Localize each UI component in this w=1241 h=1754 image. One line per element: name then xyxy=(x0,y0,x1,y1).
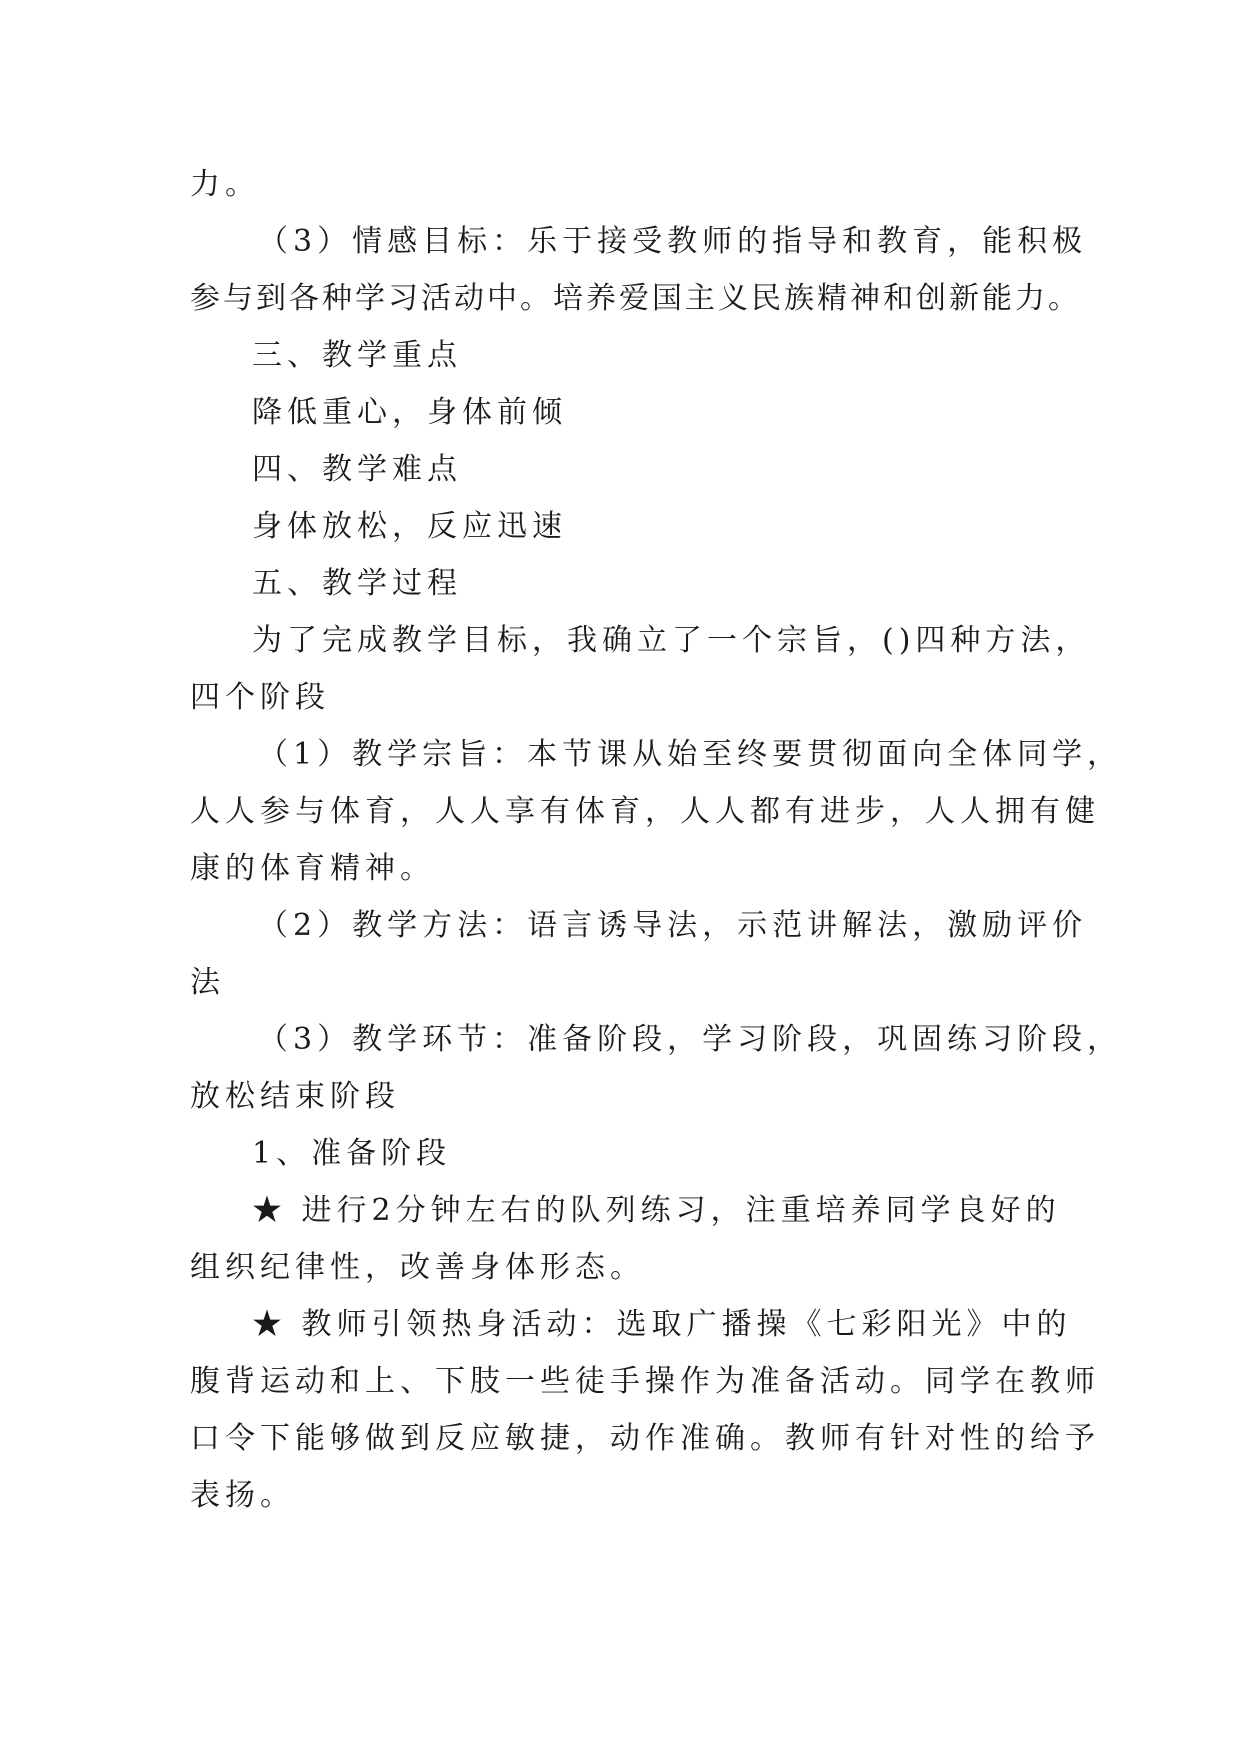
paragraph-line: （3）情感目标：乐于接受教师的指导和教育，能积极 xyxy=(258,224,1088,259)
paragraph-line: 组织纪律性，改善身体形态。 xyxy=(190,1250,645,1285)
paragraph-line: 四个阶段 xyxy=(190,680,330,715)
paragraph-line: 口令下能够做到反应敏捷，动作准确。教师有针对性的给予 xyxy=(190,1421,1100,1456)
paragraph-line: 放松结束阶段 xyxy=(190,1079,400,1114)
paragraph-line: 为了完成教学目标，我确立了一个宗旨，()四种方法， xyxy=(252,623,1091,658)
paragraph-line: （3）教学环节：准备阶段，学习阶段，巩固练习阶段， xyxy=(258,1022,1123,1057)
paragraph-line: （2）教学方法：语言诱导法，示范讲解法，激励评价 xyxy=(258,908,1088,943)
section-heading: 1、准备阶段 xyxy=(252,1136,452,1171)
paragraph-line: 力。 xyxy=(190,167,260,202)
paragraph-line: 腹背运动和上、下肢一些徒手操作为准备活动。同学在教师 xyxy=(190,1364,1100,1399)
paragraph-line: 身体放松，反应迅速 xyxy=(252,509,567,544)
section-heading: 三、教学重点 xyxy=(252,338,462,373)
bullet-line: ★ 教师引领热身活动：选取广播操《七彩阳光》中的 xyxy=(252,1307,1072,1342)
paragraph-line: 参与到各种学习活动中。培养爱国主义民族精神和创新能力。 xyxy=(190,281,1081,316)
paragraph-line: 康的体育精神。 xyxy=(190,851,435,886)
paragraph-line: （1）教学宗旨：本节课从始至终要贯彻面向全体同学， xyxy=(258,737,1123,772)
paragraph-line: 人人参与体育，人人享有体育，人人都有进步，人人拥有健 xyxy=(190,794,1100,829)
paragraph-line: 法 xyxy=(190,965,225,1000)
paragraph-line: 降低重心，身体前倾 xyxy=(252,395,567,430)
section-heading: 五、教学过程 xyxy=(252,566,462,601)
bullet-line: ★ 进行2分钟左右的队列练习，注重培养同学良好的 xyxy=(252,1193,1061,1228)
paragraph-line: 表扬。 xyxy=(190,1478,295,1513)
section-heading: 四、教学难点 xyxy=(252,452,462,487)
